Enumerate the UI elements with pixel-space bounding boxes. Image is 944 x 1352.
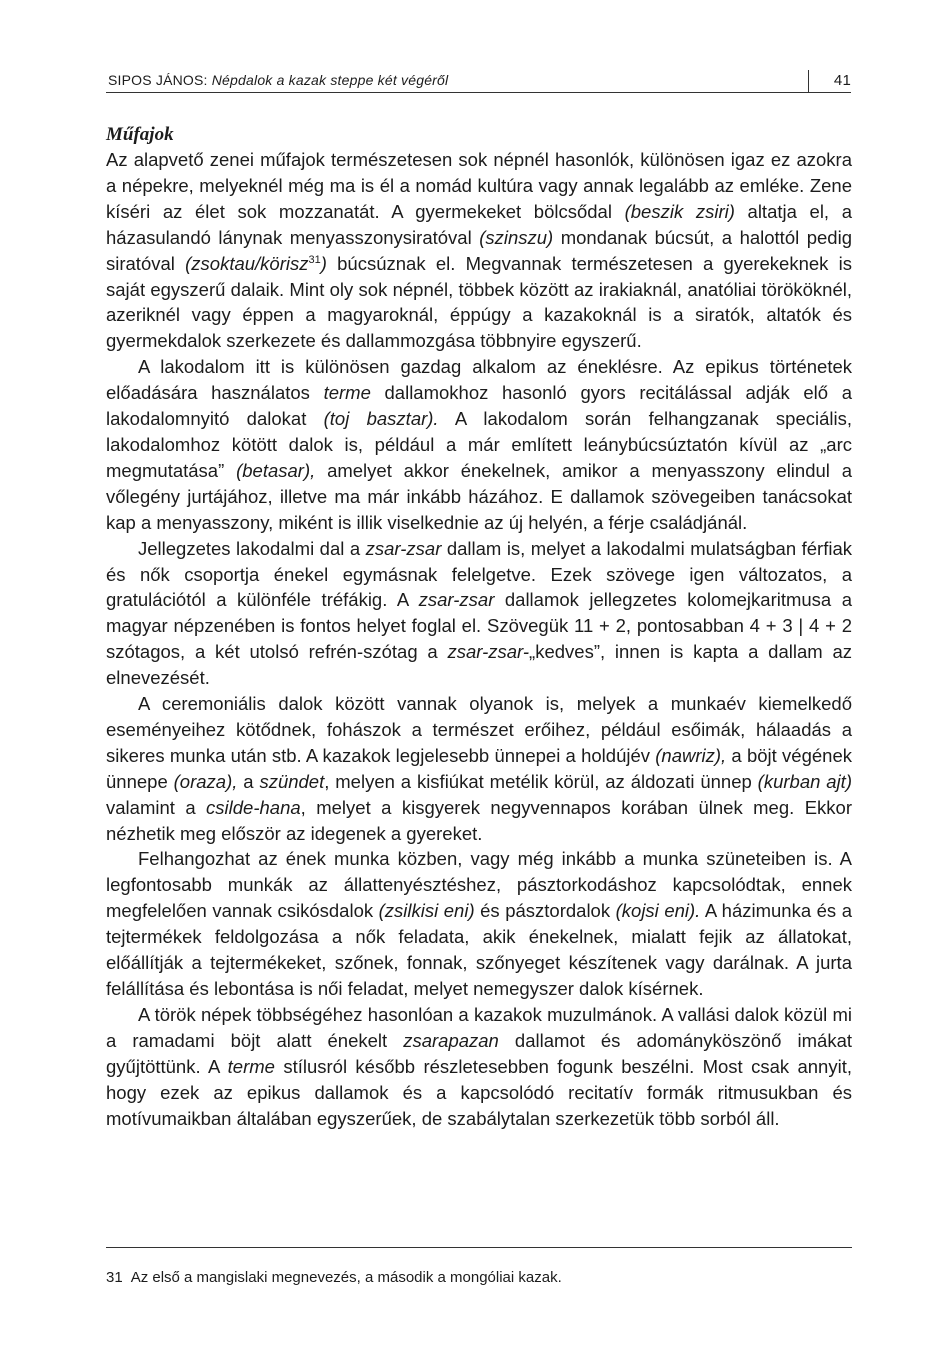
text-run: „kedves”, innen is kapta a dallam az elnevezését. bbox=[106, 641, 852, 689]
text-run: a böjt végének ünnepe bbox=[106, 744, 852, 792]
italic-term: (kojsi eni). bbox=[615, 900, 701, 922]
italic-term: (zsilkisi eni) bbox=[378, 900, 475, 922]
italic-term: zsar-zsar bbox=[365, 537, 442, 559]
text-run: A lakodalom során felhangzanak speciális, lakodalomhoz kötött dalok is, például a már említett leánybúcsúztatón kívül az „arc megmutatása” bbox=[106, 408, 853, 481]
text-run: dallamot és adományköszönő imákat gyűjtöttünk. A bbox=[106, 1029, 852, 1077]
italic-term: (betasar), bbox=[236, 459, 316, 481]
italic-term: csilde-hana bbox=[206, 796, 301, 818]
footnote-reference: 31 bbox=[308, 253, 321, 266]
section-heading: Műfajok bbox=[106, 124, 174, 145]
italic-term: szündet bbox=[259, 770, 325, 792]
header-divider bbox=[808, 70, 809, 92]
text-run: valamint a bbox=[106, 796, 207, 818]
text-run: és pásztordalok bbox=[474, 900, 616, 922]
text-run: amelyet akkor énekelnek, amikor a menyasszony elindul a vőlegény jurtájához, illetve ma már inkább házához. E dallamok szövegeiben tanácsokat kap a menyasszony, miként is illik viselkednie az új helyén, a férje családjánál. bbox=[106, 459, 853, 533]
italic-term: terme bbox=[227, 1055, 275, 1077]
text-run: mondanak búcsút, a halottól pedig siratóval bbox=[106, 226, 852, 274]
author-name: SIPOS JÁNOS: bbox=[108, 72, 208, 88]
footnote-number: 31 bbox=[106, 1269, 123, 1286]
main-text bbox=[106, 122, 852, 1131]
italic-term: (szinszu) bbox=[479, 226, 554, 248]
italic-term: terme bbox=[323, 382, 371, 404]
text-run: altatja el, a házasulandó lánynak menyasszonysiratóval bbox=[106, 200, 852, 248]
paragraph bbox=[106, 536, 852, 691]
italic-term: (kurban ajt) bbox=[757, 770, 852, 792]
text-run: Jellegzetes lakodalmi dal a bbox=[138, 537, 366, 559]
article-title: Népdalok a kazak steppe két végéről bbox=[211, 72, 449, 88]
italic-term: (toj basztar). bbox=[323, 408, 439, 430]
running-header-text bbox=[108, 72, 448, 88]
italic-term: zsar-zsar bbox=[418, 589, 495, 611]
text-run: a bbox=[237, 770, 260, 792]
text-run: A ceremoniális dalok között vannak olyanok is, melyek a munkaév kiemelkedő eseményeihez kötődnek, fohászok a természet erőihez, például esőimák, hálaadás a sikeres munka után stb. A kazakok legjelesebb ünnepei a holdújév bbox=[106, 693, 852, 766]
paragraph bbox=[106, 1002, 852, 1132]
text-run: búcsúznak el. Megvannak természetesen a gyerekeknek is saját egyszerű dalaik. Mint oly sok népnél, többek között az irakiaknál, anatóliai törököknél, azeriknél vagy éppen a magyaroknál, éppúgy a kazakoknál is a siratók, altatók és gyermekdalok szerkezete és dallammozgása többnyire egyszerű. bbox=[106, 252, 853, 352]
text-run: A török népek többségéhez hasonlóan a kazakok muzulmánok. A vallási dalok közül mi a ramadami böjt alatt énekelt bbox=[106, 1003, 852, 1051]
italic-term: zsarapazan bbox=[403, 1029, 499, 1051]
italic-term: zsar-zsar- bbox=[447, 641, 530, 663]
italic-term: (beszik zsiri) bbox=[624, 200, 735, 222]
text-run: dallamokhoz hasonló gyors recitálással adják elő a lakodalomnyitó dalokat bbox=[106, 382, 852, 430]
italic-term: (nawriz), bbox=[655, 744, 727, 766]
text-run: stílusról később részletesebben fogunk beszélni. Most csak annyit, hogy ezek az epikus dallamok és a kapcsolódó recitatív formák ritmusukban és motívumaikban általában egyszerűek, de szabálytalan szerkezetük több sorból áll. bbox=[106, 1055, 852, 1129]
paragraph bbox=[106, 147, 852, 354]
text-run: Felhangozhat az ének munka közben, vagy még inkább a munka szüneteiben is. A legfontosabb munkák az állattenyésztéshez, pásztorkodáshoz kapcsolódtak, ennek megfelelően vannak csikósdalok bbox=[106, 848, 852, 922]
footnote-rule bbox=[106, 1247, 852, 1248]
italic-term: ) bbox=[320, 252, 327, 274]
italic-term: (zsoktau/körisz bbox=[185, 252, 309, 274]
text-run: Az alapvető zenei műfajok természetesen sok népnél hasonlók, különösen igaz ez azokra a népekre, melyeknél még ma is él a nomád kultúra vagy annak legalább az emléke. Zene kíséri az élet sok mozzanatát. A gyermekeket bölcsődal bbox=[106, 149, 852, 222]
text-run: , melyet a kisgyerek negyvennapos korában ülnek meg. Ekkor nézhetik meg először az idegenek a gyereket. bbox=[106, 796, 852, 844]
running-header bbox=[106, 70, 851, 93]
text-run: A lakodalom itt is különösen gazdag alkalom az éneklésre. Az epikus történetek előadására használatos bbox=[106, 356, 852, 404]
paragraph bbox=[106, 354, 852, 535]
paragraph bbox=[106, 846, 852, 1001]
footnote-text: Az első a mangislaki megnevezés, a második a mongóliai kazak. bbox=[130, 1269, 562, 1286]
italic-term: (oraza), bbox=[173, 770, 238, 792]
footnote bbox=[106, 1268, 852, 1288]
text-run: dallam is, melyet a lakodalmi mulatságban férfiak és nők csoportja énekel egymásnak felelgetve. Ezek szövege igen változatos, a gratulációtól a különféle tréfákig. A bbox=[106, 537, 852, 611]
text-run: A házimunka és a tejtermékek feldolgozása a nők feladata, akik énekelnek, mialatt fejik az állatokat, előállítják a tejtermékeket, szőnek, fonnak, szőnyeget készítenek vagy darálnak. A jurta felállítása és lebontása is női feladat, melyet nemegyszer dalok kísérnek. bbox=[106, 900, 852, 999]
text-run: , melyen a kisfiúkat metélik körül, az áldozati ünnep bbox=[324, 770, 758, 792]
paragraph bbox=[106, 691, 852, 846]
text-run: dallamok jellegzetes kolomejkaritmusa a magyar népzenében is fontos helyet foglal el. Szövegük 11 + 2, pontosabban 4 + 3 | 4 + 2 szótagos, a két utolsó refrén-szótag a bbox=[106, 589, 852, 663]
page-number: 41 bbox=[833, 72, 851, 89]
paragraphs bbox=[106, 147, 852, 1131]
